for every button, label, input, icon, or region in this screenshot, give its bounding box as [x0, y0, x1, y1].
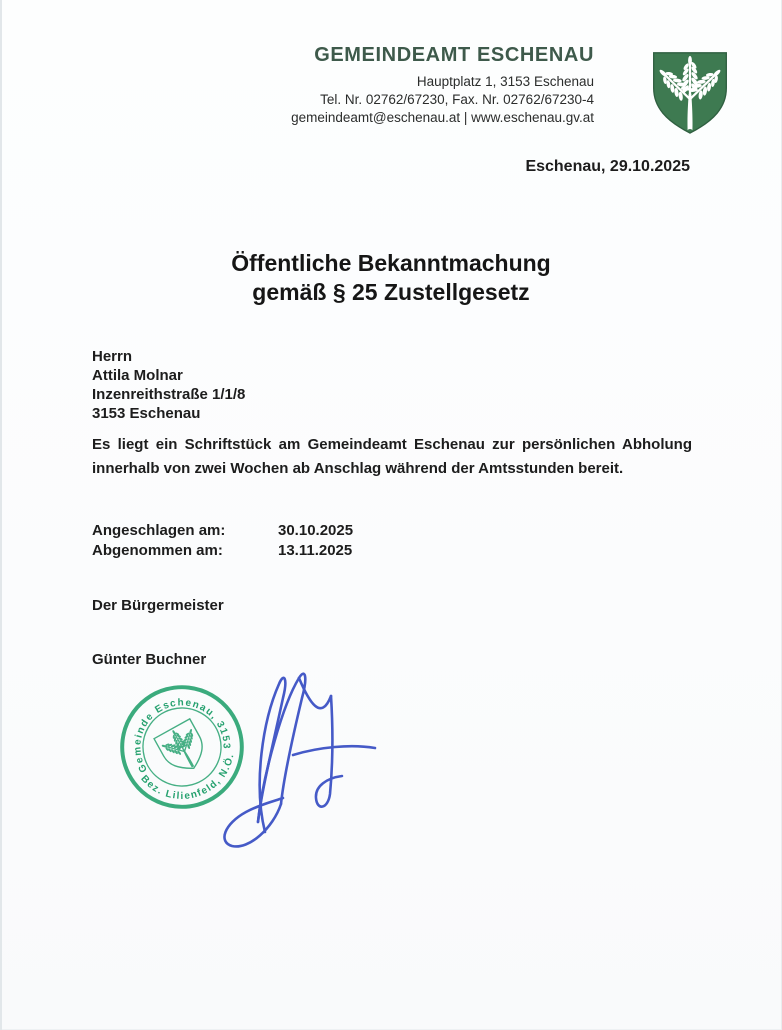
- document-title-line2: gemäß § 25 Zustellgesetz: [252, 279, 530, 305]
- org-address: Hauptplatz 1, 3153 Eschenau: [416, 74, 594, 89]
- place-date: Eschenau, 29.10.2025: [525, 158, 690, 175]
- removed-label: Abgenommen am:: [92, 542, 223, 559]
- recipient-salutation: Herrn: [92, 348, 133, 365]
- body-paragraph: Es liegt ein Schriftstück am Gemeindeamt Eschenau zur persönlichen Abholung innerhalb von zwei Wochen ab Anschlag während der Amtsstunden bereit.: [92, 436, 692, 477]
- recipient-city: 3153 Eschenau: [92, 405, 201, 422]
- document-title-line1: Öffentliche Bekanntmachung: [231, 250, 551, 276]
- recipient-block: [92, 347, 245, 423]
- signer-role: Der Bürgermeister: [92, 597, 224, 614]
- removed-value: 13.11.2025: [278, 542, 353, 559]
- org-phone-fax: Tel. Nr. 02762/67230, Fax. Nr. 02762/67230-4: [320, 92, 594, 107]
- recipient-name: Attila Molnar: [92, 367, 183, 384]
- coat-of-arms-icon: [647, 46, 733, 138]
- org-email-web: gemeindeamt@eschenau.at | www.eschenau.gv.at: [291, 110, 594, 125]
- removed-row: [92, 541, 353, 561]
- posting-dates-block: [92, 521, 353, 561]
- org-name: GEMEINDEAMT ESCHENAU: [314, 44, 594, 66]
- posted-value: 30.10.2025: [278, 522, 354, 539]
- stamp-top-text: Gemeinde Eschenau, 3153: [132, 697, 232, 775]
- posted-label: Angeschlagen am:: [92, 522, 226, 539]
- posted-row: [92, 521, 353, 541]
- letterhead: [291, 44, 594, 127]
- document-title: [0, 249, 782, 307]
- handwritten-signature-icon: [203, 662, 383, 858]
- stamp-bottom-text: Bez. Lilienfeld, N.Ö.: [138, 752, 237, 802]
- signer-name: Günter Buchner: [92, 651, 207, 668]
- recipient-street: Inzenreithstraße 1/1/8: [92, 386, 246, 403]
